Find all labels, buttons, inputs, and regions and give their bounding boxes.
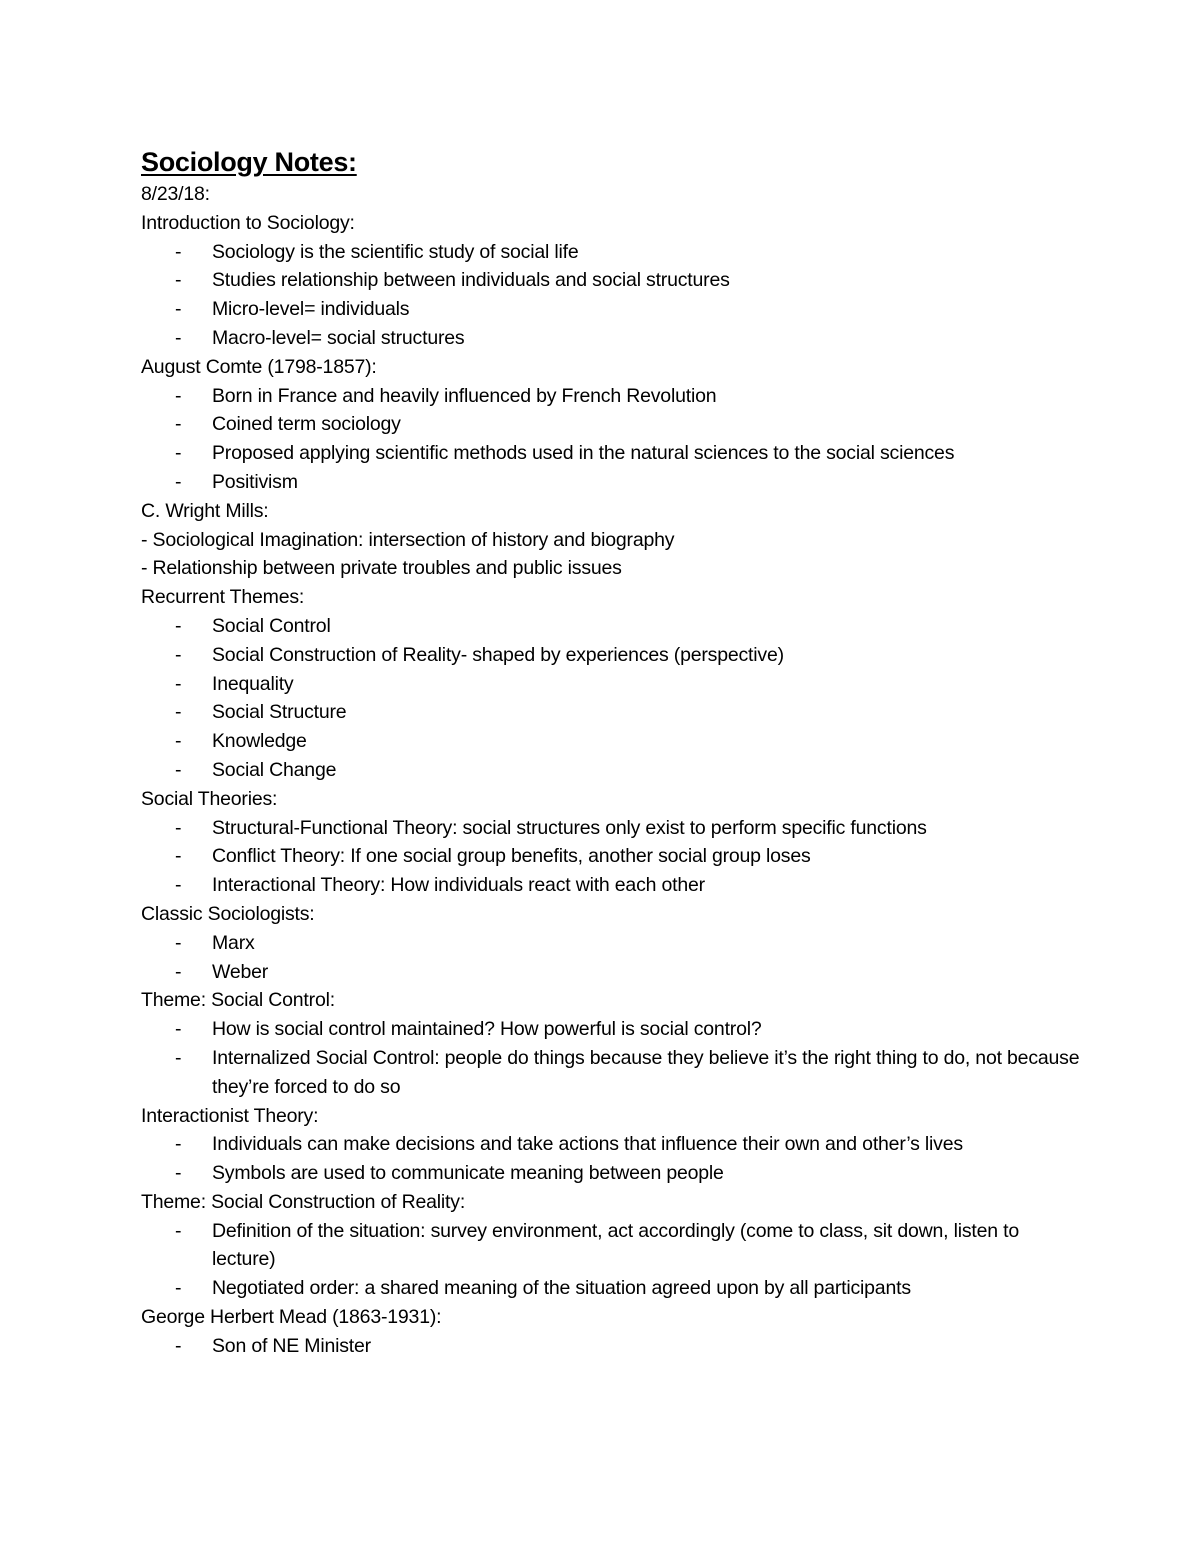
- dash-bullet-icon: -: [175, 470, 182, 493]
- list-item-text: Marx: [212, 931, 255, 954]
- dash-bullet-icon: -: [175, 931, 182, 954]
- list-item: [141, 238, 1081, 267]
- list-item: [141, 727, 1081, 756]
- list-item-text: Conflict Theory: If one social group benefits, another social group loses: [212, 845, 811, 868]
- dash-bullet-icon: -: [175, 384, 182, 407]
- section-heading: C. Wright Mills:: [141, 499, 269, 522]
- section-heading: Introduction to Sociology:: [141, 211, 355, 234]
- dash-bullet-icon: -: [175, 413, 182, 436]
- section-heading: Interactionist Theory:: [141, 1104, 319, 1127]
- list-item-text: Coined term sociology: [212, 413, 401, 436]
- list-item-text: Proposed applying scientific methods used in the natural sciences to the social sciences: [212, 442, 955, 465]
- notes-section: [141, 353, 1081, 497]
- list-item: [141, 324, 1081, 353]
- notes-content: [141, 144, 1081, 1361]
- list-item-text: Definition of the situation: survey environment, act accordingly (come to class, sit down, listen to lecture): [212, 1219, 1019, 1271]
- section-heading: Recurrent Themes:: [141, 586, 305, 609]
- notes-section: [141, 497, 1081, 583]
- dash-bullet-icon: -: [175, 298, 182, 321]
- list-item: [141, 295, 1081, 324]
- dash-bullet-icon: -: [175, 1219, 182, 1242]
- bullet-list: [141, 382, 1081, 497]
- list-item-text: Sociology is the scientific study of social life: [212, 240, 579, 263]
- list-item: [141, 266, 1081, 295]
- dash-bullet-icon: -: [175, 269, 182, 292]
- bullet-list: [141, 1130, 1081, 1188]
- list-item-text: Social Control: [212, 614, 331, 637]
- list-item-text: Negotiated order: a shared meaning of the situation agreed upon by all participants: [212, 1277, 911, 1300]
- bullet-list: [141, 1015, 1081, 1101]
- list-item-text: Micro-level= individuals: [212, 298, 410, 321]
- bullet-list: [141, 929, 1081, 987]
- section-heading: August Comte (1798-1857):: [141, 355, 377, 378]
- bullet-list: [141, 238, 1081, 353]
- notes-sections: [141, 209, 1081, 1361]
- section-heading: Social Theories:: [141, 787, 278, 810]
- notes-date: 8/23/18:: [141, 183, 210, 205]
- list-item-text: Social Change: [212, 758, 337, 781]
- notes-section: [141, 209, 1081, 353]
- page-title: Sociology Notes:: [141, 147, 357, 177]
- dash-bullet-icon: -: [175, 845, 182, 868]
- dash-bullet-icon: -: [175, 326, 182, 349]
- list-item-text: Positivism: [212, 470, 298, 493]
- list-item-text: Born in France and heavily influenced by French Revolution: [212, 384, 717, 407]
- dash-bullet-icon: -: [175, 643, 182, 666]
- list-item: [141, 1130, 1081, 1159]
- list-item: [141, 814, 1081, 843]
- list-item-text: Macro-level= social structures: [212, 326, 465, 349]
- list-item: [141, 670, 1081, 699]
- dash-bullet-icon: -: [175, 1334, 182, 1357]
- notes-section: [141, 785, 1081, 900]
- section-heading: George Herbert Mead (1863-1931):: [141, 1306, 442, 1329]
- section-heading: Classic Sociologists:: [141, 902, 315, 925]
- list-item: [141, 641, 1081, 670]
- inline-dash-item: - Sociological Imagination: intersection of history and biography: [141, 528, 675, 551]
- section-heading: Theme: Social Control:: [141, 989, 335, 1012]
- bullet-list: [141, 1332, 1081, 1361]
- list-item: [141, 1159, 1081, 1188]
- list-item: [141, 468, 1081, 497]
- dash-bullet-icon: -: [175, 672, 182, 695]
- list-item: [141, 382, 1081, 411]
- dash-bullet-icon: -: [175, 1277, 182, 1300]
- list-item-text: Interactional Theory: How individuals react with each other: [212, 874, 705, 897]
- section-heading: Theme: Social Construction of Reality:: [141, 1190, 466, 1213]
- notes-section: [141, 583, 1081, 785]
- list-item-text: Studies relationship between individuals and social structures: [212, 269, 730, 292]
- dash-bullet-icon: -: [175, 874, 182, 897]
- list-item-text: Inequality: [212, 672, 294, 695]
- list-item: [141, 756, 1081, 785]
- notes-section: [141, 1102, 1081, 1188]
- list-item-text: Son of NE Minister: [212, 1334, 371, 1357]
- list-item-text: How is social control maintained? How powerful is social control?: [212, 1018, 762, 1041]
- dash-bullet-icon: -: [175, 701, 182, 724]
- bullet-list: [141, 814, 1081, 900]
- dash-bullet-icon: -: [175, 730, 182, 753]
- list-item: [141, 698, 1081, 727]
- notes-section: [141, 900, 1081, 986]
- list-item: [141, 1274, 1081, 1303]
- dash-bullet-icon: -: [175, 960, 182, 983]
- list-item-text: Social Construction of Reality- shaped by experiences (perspective): [212, 643, 784, 666]
- list-item-text: Individuals can make decisions and take actions that influence their own and other’s lives: [212, 1133, 963, 1156]
- list-item: [141, 1044, 1081, 1102]
- dash-bullet-icon: -: [175, 614, 182, 637]
- notes-section: [141, 1303, 1081, 1361]
- list-item-text: Structural-Functional Theory: social structures only exist to perform specific functions: [212, 816, 927, 839]
- list-item-text: Knowledge: [212, 730, 307, 753]
- dash-bullet-icon: -: [175, 1046, 182, 1069]
- list-item: [141, 410, 1081, 439]
- list-item: [141, 1217, 1081, 1275]
- dash-bullet-icon: -: [175, 1133, 182, 1156]
- dash-bullet-icon: -: [175, 442, 182, 465]
- list-item: [141, 1332, 1081, 1361]
- list-item: [141, 612, 1081, 641]
- list-item: [141, 1015, 1081, 1044]
- list-item: [141, 439, 1081, 468]
- notes-section: [141, 986, 1081, 1101]
- list-item: [141, 842, 1081, 871]
- dash-bullet-icon: -: [175, 816, 182, 839]
- inline-dash-item: - Relationship between private troubles and public issues: [141, 557, 622, 580]
- list-item: [141, 871, 1081, 900]
- list-item: [141, 958, 1081, 987]
- dash-bullet-icon: -: [175, 758, 182, 781]
- dash-bullet-icon: -: [175, 1162, 182, 1185]
- notes-section: [141, 1188, 1081, 1303]
- dash-bullet-icon: -: [175, 240, 182, 263]
- list-item-text: Internalized Social Control: people do things because they believe it’s the right thing to do, not because they’re forced to do so: [212, 1046, 1080, 1098]
- list-item-text: Social Structure: [212, 701, 347, 724]
- bullet-list: [141, 1217, 1081, 1303]
- dash-bullet-icon: -: [175, 1018, 182, 1041]
- list-item: [141, 929, 1081, 958]
- list-item-text: Weber: [212, 960, 269, 983]
- bullet-list: [141, 612, 1081, 785]
- list-item-text: Symbols are used to communicate meaning between people: [212, 1162, 724, 1185]
